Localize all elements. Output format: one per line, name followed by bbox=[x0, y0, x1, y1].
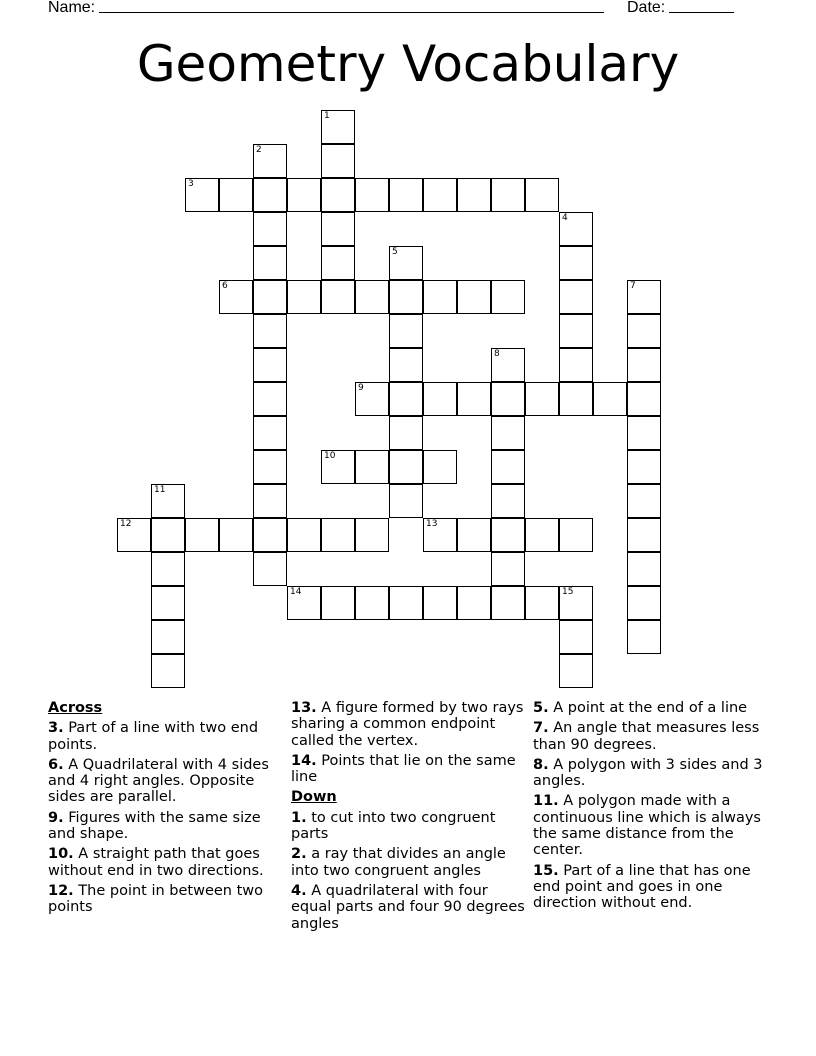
grid-cell[interactable] bbox=[287, 178, 321, 212]
grid-cell[interactable] bbox=[151, 620, 185, 654]
grid-cell[interactable] bbox=[253, 348, 287, 382]
grid-cell[interactable] bbox=[389, 314, 423, 348]
grid-cell[interactable] bbox=[253, 280, 287, 314]
grid-cell[interactable] bbox=[491, 348, 525, 382]
grid-cell[interactable] bbox=[185, 178, 219, 212]
grid-cell[interactable] bbox=[559, 620, 593, 654]
grid-cell[interactable] bbox=[151, 552, 185, 586]
cell-number: 4 bbox=[562, 213, 568, 223]
grid-cell[interactable] bbox=[559, 314, 593, 348]
grid-cell[interactable] bbox=[525, 178, 559, 212]
grid-cell[interactable] bbox=[287, 280, 321, 314]
grid-cell[interactable] bbox=[321, 586, 355, 620]
grid-cell[interactable] bbox=[253, 416, 287, 450]
grid-cell[interactable] bbox=[287, 586, 321, 620]
clue-down-7: 7. An angle that measures less than 90 degrees. bbox=[533, 720, 760, 753]
cell-number: 2 bbox=[256, 145, 262, 155]
grid-cell[interactable] bbox=[253, 314, 287, 348]
down-heading: Down bbox=[291, 789, 337, 806]
grid-cell[interactable] bbox=[253, 450, 287, 484]
grid-cell[interactable] bbox=[321, 246, 355, 280]
grid-cell[interactable] bbox=[593, 382, 627, 416]
grid-cell[interactable] bbox=[627, 314, 661, 348]
grid-cell[interactable] bbox=[321, 518, 355, 552]
clue-across-13: 13. A figure formed by two rays sharing a common endpoint called the vertex. bbox=[291, 700, 524, 749]
grid-cell[interactable] bbox=[559, 586, 593, 620]
grid-cell[interactable] bbox=[389, 246, 423, 280]
grid-cell[interactable] bbox=[253, 144, 287, 178]
grid-cell[interactable] bbox=[627, 586, 661, 620]
cell-number: 8 bbox=[494, 349, 500, 359]
grid-cell[interactable] bbox=[253, 382, 287, 416]
grid-cell[interactable] bbox=[491, 416, 525, 450]
grid-cell[interactable] bbox=[457, 280, 491, 314]
clue-down-15: 15. Part of a line that has one end point and goes in one direction without end. bbox=[533, 862, 751, 912]
grid-cell[interactable] bbox=[559, 246, 593, 280]
grid-cell[interactable] bbox=[559, 280, 593, 314]
grid-cell[interactable] bbox=[389, 178, 423, 212]
grid-cell[interactable] bbox=[457, 178, 491, 212]
grid-cell[interactable] bbox=[423, 178, 457, 212]
clue-down-4: 4. A quadrilateral with four equal parts and four 90 degrees angles bbox=[291, 882, 525, 932]
cell-number: 9 bbox=[358, 383, 364, 393]
grid-cell[interactable] bbox=[355, 178, 389, 212]
cell-number: 15 bbox=[562, 587, 574, 597]
grid-cell[interactable] bbox=[151, 518, 185, 552]
cell-number: 1 bbox=[324, 111, 330, 121]
grid-cell[interactable] bbox=[627, 382, 661, 416]
grid-cell[interactable] bbox=[491, 280, 525, 314]
grid-cell[interactable] bbox=[219, 178, 253, 212]
grid-cell[interactable] bbox=[525, 586, 559, 620]
grid-cell[interactable] bbox=[321, 110, 355, 144]
grid-cell[interactable] bbox=[355, 450, 389, 484]
grid-cell[interactable] bbox=[389, 450, 423, 484]
grid-cell[interactable] bbox=[491, 552, 525, 586]
grid-cell[interactable] bbox=[627, 620, 661, 654]
grid-cell[interactable] bbox=[287, 518, 321, 552]
page-title: Geometry Vocabulary bbox=[136, 35, 680, 93]
name-label: Name: bbox=[48, 0, 96, 16]
cell-number: 11 bbox=[154, 485, 166, 495]
clue-down-5: 5. A point at the end of a line bbox=[533, 700, 748, 716]
grid-cell[interactable] bbox=[491, 586, 525, 620]
grid-cell[interactable] bbox=[525, 518, 559, 552]
cell-number: 6 bbox=[222, 281, 228, 291]
grid-cell[interactable] bbox=[253, 212, 287, 246]
clue-across-14: 14. Points that lie on the same line bbox=[291, 752, 516, 786]
grid-cell[interactable] bbox=[423, 518, 457, 552]
grid-cell[interactable] bbox=[389, 586, 423, 620]
grid-cell[interactable] bbox=[559, 212, 593, 246]
grid-cell[interactable] bbox=[389, 348, 423, 382]
cell-number: 14 bbox=[290, 587, 302, 597]
clue-down-11: 11. A polygon made with a continuous line which is always the same distance from the center. bbox=[533, 793, 761, 859]
clue-across-9: 9. Figures with the same size and shape. bbox=[48, 809, 261, 843]
grid-cell[interactable] bbox=[627, 280, 661, 314]
cell-number: 12 bbox=[120, 519, 132, 529]
grid-cell[interactable] bbox=[457, 586, 491, 620]
clue-across-12: 12. The point in between two points bbox=[48, 882, 264, 916]
grid-cell[interactable] bbox=[559, 654, 593, 688]
grid-cell[interactable] bbox=[559, 518, 593, 552]
grid-cell[interactable] bbox=[389, 416, 423, 450]
grid-cell[interactable] bbox=[491, 484, 525, 518]
grid-cell[interactable] bbox=[321, 450, 355, 484]
grid-cell[interactable] bbox=[627, 484, 661, 518]
grid-cell[interactable] bbox=[219, 518, 253, 552]
grid-cell[interactable] bbox=[321, 144, 355, 178]
grid-cell[interactable] bbox=[457, 382, 491, 416]
clue-down-1: 1. to cut into two congruent parts bbox=[291, 809, 496, 843]
grid-cell[interactable] bbox=[355, 518, 389, 552]
grid-cell[interactable] bbox=[151, 586, 185, 620]
clue-column-2 bbox=[291, 700, 526, 936]
grid-cell[interactable] bbox=[627, 552, 661, 586]
cell-number: 3 bbox=[188, 179, 194, 189]
grid-cell[interactable] bbox=[423, 586, 457, 620]
clue-column-3 bbox=[533, 700, 768, 916]
clue-across-6: 6. A Quadrilateral with 4 sides and 4 right angles. Opposite sides are parallel. bbox=[48, 756, 269, 806]
clue-column-1 bbox=[48, 700, 283, 920]
grid-cell[interactable] bbox=[151, 484, 185, 518]
grid-cell[interactable] bbox=[253, 484, 287, 518]
grid-cell[interactable] bbox=[491, 450, 525, 484]
cell-number: 5 bbox=[392, 247, 398, 257]
across-heading: Across bbox=[48, 700, 103, 716]
clue-across-10: 10. A straight path that goes without end in two directions. bbox=[48, 846, 264, 879]
grid-cell[interactable] bbox=[389, 484, 423, 518]
grid-cell[interactable] bbox=[627, 416, 661, 450]
grid-cell[interactable] bbox=[355, 586, 389, 620]
grid-cell[interactable] bbox=[627, 348, 661, 382]
grid-cell[interactable] bbox=[355, 382, 389, 416]
grid-cell[interactable] bbox=[389, 382, 423, 416]
grid-cell[interactable] bbox=[559, 348, 593, 382]
grid-cell[interactable] bbox=[423, 450, 457, 484]
clue-down-8: 8. A polygon with 3 sides and 3 angles. bbox=[533, 756, 763, 790]
cell-number: 7 bbox=[630, 281, 636, 291]
grid-cell[interactable] bbox=[627, 450, 661, 484]
grid-cell[interactable] bbox=[321, 280, 355, 314]
clue-across-3: 3. Part of a line with two end points. bbox=[48, 720, 259, 753]
date-label: Date: bbox=[627, 0, 666, 16]
grid-cell[interactable] bbox=[423, 280, 457, 314]
grid-cell[interactable] bbox=[457, 518, 491, 552]
grid-cell[interactable] bbox=[253, 178, 287, 212]
clue-down-2: 2. a ray that divides an angle into two congruent angles bbox=[291, 846, 506, 879]
grid-cell[interactable] bbox=[117, 518, 151, 552]
grid-cell[interactable] bbox=[253, 518, 287, 552]
grid-cell[interactable] bbox=[185, 518, 219, 552]
grid-cell[interactable] bbox=[491, 382, 525, 416]
grid-cell[interactable] bbox=[253, 552, 287, 586]
cell-number: 10 bbox=[324, 451, 336, 461]
grid-cell[interactable] bbox=[525, 382, 559, 416]
grid-cell[interactable] bbox=[491, 178, 525, 212]
grid-cell[interactable] bbox=[253, 246, 287, 280]
grid-cell[interactable] bbox=[423, 382, 457, 416]
grid-cell[interactable] bbox=[559, 382, 593, 416]
grid-cell[interactable] bbox=[491, 518, 525, 552]
grid-cell[interactable] bbox=[627, 518, 661, 552]
cell-number: 13 bbox=[426, 519, 438, 529]
grid-cell[interactable] bbox=[389, 280, 423, 314]
grid-cell[interactable] bbox=[151, 654, 185, 688]
grid-cell[interactable] bbox=[321, 212, 355, 246]
grid-cell[interactable] bbox=[321, 178, 355, 212]
grid-cell[interactable] bbox=[355, 280, 389, 314]
grid-cell[interactable] bbox=[219, 280, 253, 314]
